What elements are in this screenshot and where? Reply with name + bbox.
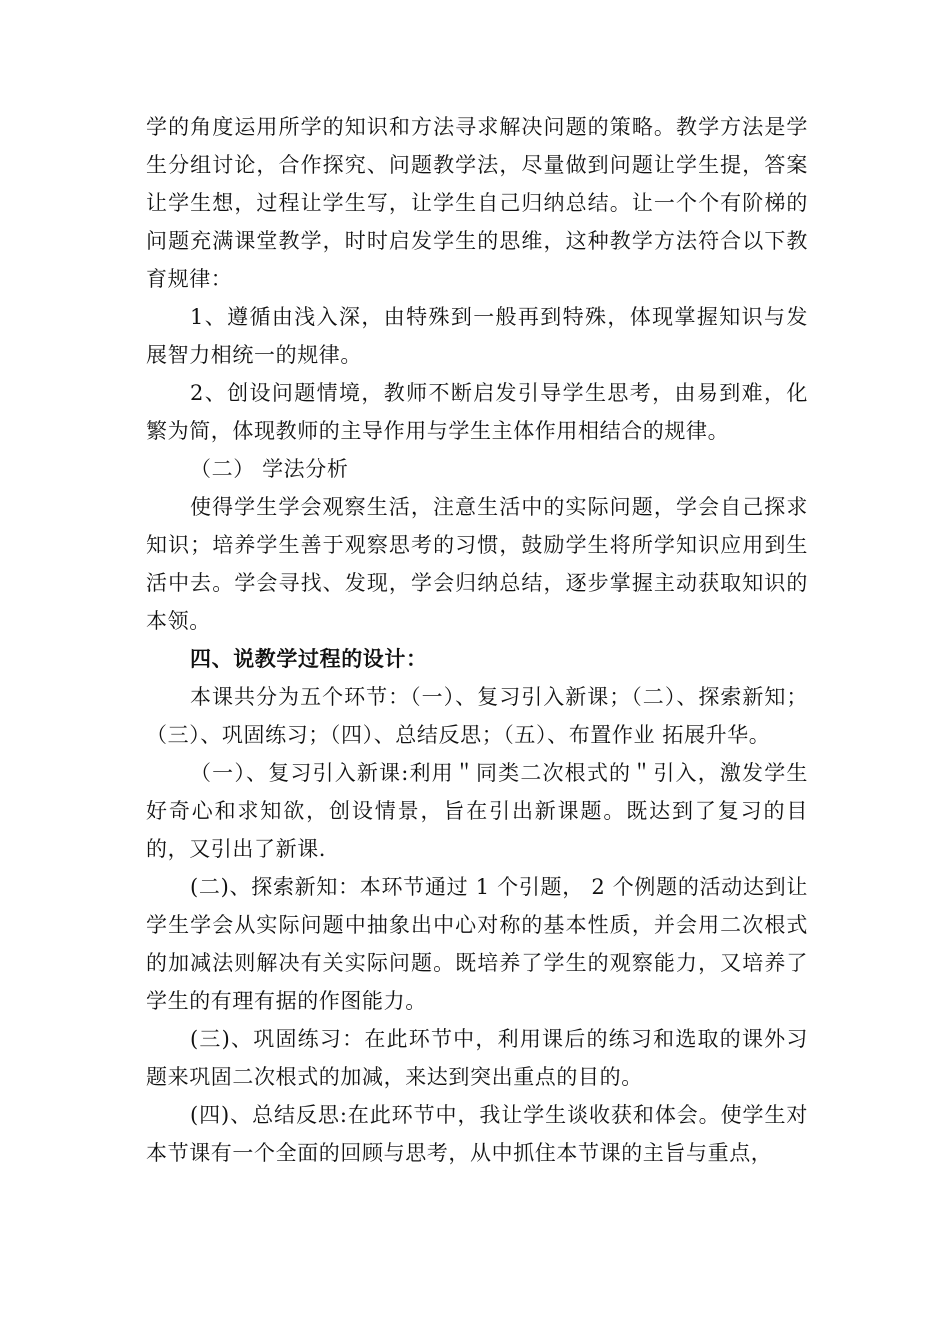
document-page	[146, 108, 808, 1172]
paragraph-teaching-method: 学的角度运用所学的知识和方法寻求解决问题的策略。教学方法是学生分组讨论，合作探究、问题教学法，尽量做到问题让学生提，答案让学生想，过程让学生写，让学生自己归纳总结。让一个个有阶梯的问题充满课堂教学，时时启发学生的思维，这种教学方法符合以下教育规律：	[146, 115, 808, 291]
paragraph-rule-1: 1、遵循由浅入深，由特殊到一般再到特殊，体现掌握知识与发展智力相统一的规律。	[146, 305, 808, 367]
paragraph-rule-2: 2、创设问题情境，教师不断启发引导学生思考，由易到难，化繁为简，体现教师的主导作用与学生主体作用相结合的规律。	[146, 381, 808, 443]
paragraph-five-stages: 本课共分为五个环节：（一）、复习引入新课；（二）、探索新知；（三）、巩固练习；（四）、总结反思；（五）、布置作业 拓展升华。	[146, 685, 808, 747]
paragraph-stage-3: (三)、巩固练习：在此环节中，利用课后的练习和选取的课外习题来巩固二次根式的加减，来达到突出重点的目的。	[146, 1027, 808, 1089]
paragraph-stage-4: (四)、总结反思:在此环节中，我让学生谈收获和体会。使学生对本节课有一个全面的回顾与思考，从中抓住本节课的主旨与重点，	[146, 1103, 808, 1165]
subheading-learning-method: （二） 学法分析	[190, 457, 349, 481]
paragraph-learning-method: 使得学生学会观察生活，注意生活中的实际问题，学会自己探求知识；培养学生善于观察思考的习惯，鼓励学生将所学知识应用到生活中去。学会寻找、发现，学会归纳总结，逐步掌握主动获取知识的本领。	[146, 495, 808, 633]
section-heading-teaching-process: 四、说教学过程的设计：	[190, 646, 428, 671]
paragraph-stage-1: （一）、复习引入新课:利用＂同类二次根式的＂引入，激发学生好奇心和求知欲，创设情景，旨在引出新课题。既达到了复习的目的，又引出了新课.	[146, 761, 808, 861]
paragraph-stage-2: (二)、探索新知：本环节通过 1 个引题， 2 个例题的活动达到让学生学会从实际问题中抽象出中心对称的基本性质，并会用二次根式的加减法则解决有关实际问题。既培养了学生的观察能力，又培养了学生的有理有据的作图能力。	[146, 875, 808, 1013]
